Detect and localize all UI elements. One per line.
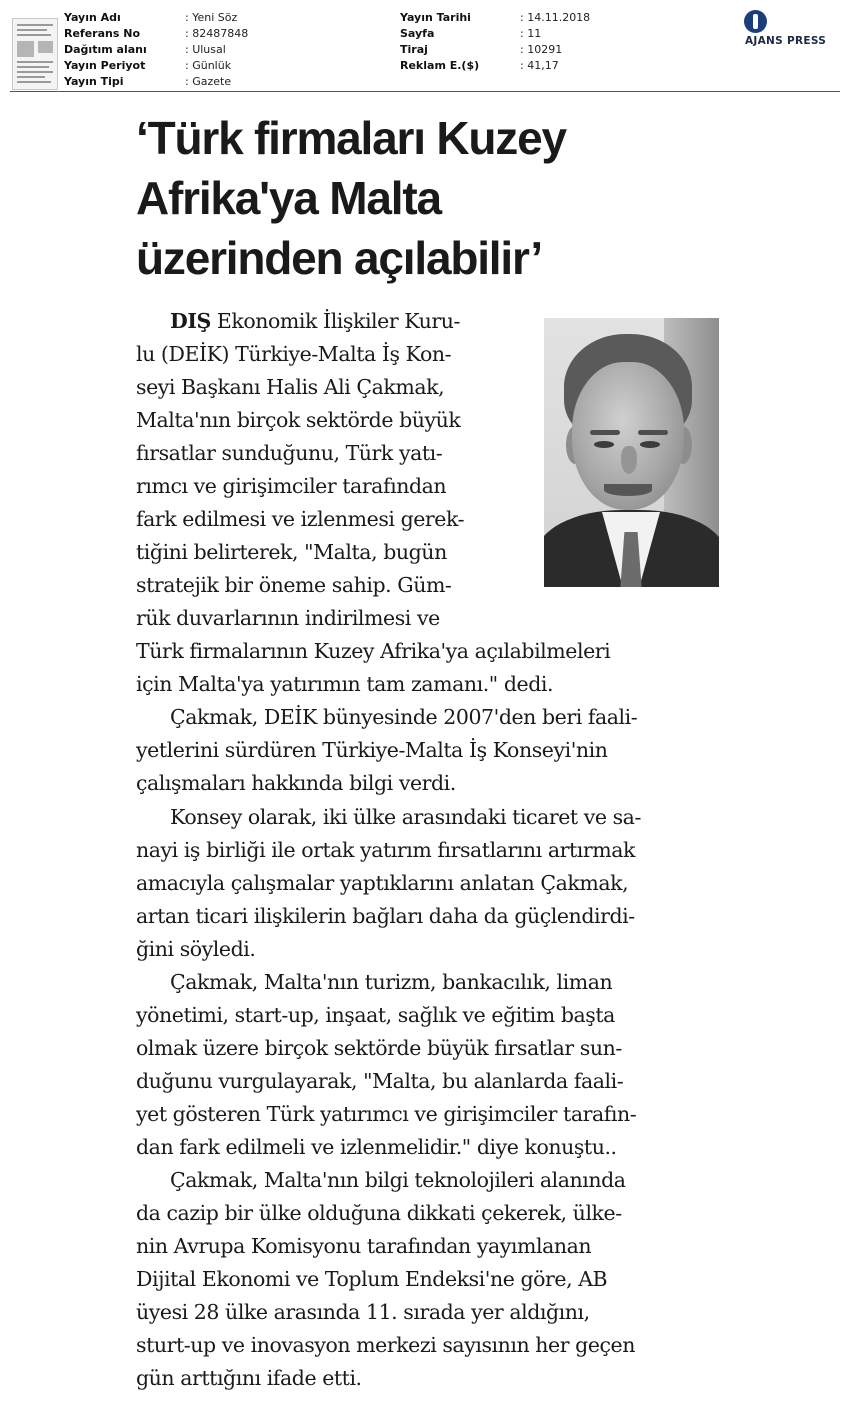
- article-line: ğini söyledi.: [136, 937, 256, 961]
- article-line: Çakmak, DEİK bünyesinde 2007'den beri faali-: [170, 705, 638, 729]
- meta-label: Yayın Tarihi: [400, 11, 471, 24]
- logo-text: AJANS PRESS: [745, 35, 827, 47]
- article-line: rımcı ve girişimciler tarafından: [136, 474, 447, 498]
- article-line: fırsatlar sunduğunu, Türk yatı-: [136, 441, 443, 465]
- article-line: artan ticari ilişkilerin bağları daha da güçlendirdi-: [136, 904, 635, 928]
- headline-line: Afrika'ya Malta: [136, 172, 441, 224]
- headline-line: üzerinden açılabilir’: [136, 232, 542, 284]
- article-line: duğunu vurgulayarak, "Malta, bu alanlarda faali-: [136, 1069, 624, 1093]
- article-line: stratejik bir öneme sahip. Güm-: [136, 573, 452, 597]
- meta-label: Dağıtım alanı: [64, 43, 147, 56]
- article-line: Çakmak, Malta'nın turizm, bankacılık, liman: [170, 970, 613, 994]
- article-line: için Malta'ya yatırımın tam zamanı." dedi.: [136, 672, 554, 696]
- meta-value: : 11: [520, 27, 542, 40]
- article-line: DIŞ Ekonomik İlişkiler Kuru-: [170, 309, 461, 333]
- meta-label: Yayın Tipi: [64, 75, 124, 88]
- article-line: sturt-up ve inovasyon merkezi sayısının her geçen: [136, 1333, 635, 1357]
- article-line: lu (DEİK) Türkiye-Malta İş Kon-: [136, 342, 452, 366]
- meta-value: : Gazete: [185, 75, 232, 88]
- meta-value: : 41,17: [520, 59, 559, 72]
- article-line: yet gösteren Türk yatırımcı ve girişimciler tarafın-: [136, 1102, 637, 1126]
- article-line: Türk firmalarının Kuzey Afrika'ya açılabilmeleri: [136, 639, 611, 663]
- meta-value: : 14.11.2018: [520, 11, 591, 24]
- meta-value: : 10291: [520, 43, 563, 56]
- article-line: nayi iş birliği ile ortak yatırım fırsatlarını artırmak: [136, 838, 635, 862]
- meta-value: : Ulusal: [185, 43, 226, 56]
- article-line: rük duvarlarının indirilmesi ve: [136, 606, 440, 630]
- article-line: Çakmak, Malta'nın bilgi teknolojileri alanında: [170, 1168, 626, 1192]
- article-line: üyesi 28 ülke arasında 11. sırada yer aldığını,: [136, 1300, 590, 1324]
- meta-label: Referans No: [64, 27, 140, 40]
- article-line: tiğini belirterek, "Malta, bugün: [136, 540, 447, 564]
- article-line: Dijital Ekonomi ve Toplum Endeksi'ne göre, AB: [136, 1267, 608, 1291]
- meta-label: Sayfa: [400, 27, 435, 40]
- article-line: olmak üzere birçok sektörde büyük fırsatlar sun-: [136, 1036, 622, 1060]
- meta-value: : 82487848: [185, 27, 249, 40]
- article-line: yetlerini sürdüren Türkiye-Malta İş Konseyi'nin: [136, 738, 608, 762]
- header-divider: [10, 91, 840, 92]
- article-line: amacıyla çalışmalar yaptıklarını anlatan Çakmak,: [136, 871, 629, 895]
- article-line: gün arttığını ifade etti.: [136, 1366, 362, 1390]
- meta-value: : Günlük: [185, 59, 232, 72]
- headline-line: ‘Türk firmaları Kuzey: [136, 112, 566, 164]
- article-headline: [136, 108, 836, 288]
- portrait-photo: [544, 318, 719, 587]
- article-line: fark edilmesi ve izlenmesi gerek-: [136, 507, 465, 531]
- newspaper-page-thumbnail: [12, 18, 58, 90]
- lead-word: DIŞ: [170, 309, 211, 333]
- article-line: seyi Başkanı Halis Ali Çakmak,: [136, 375, 445, 399]
- meta-label: Reklam E.($): [400, 59, 480, 72]
- article-line: Malta'nın birçok sektörde büyük: [136, 408, 461, 432]
- article-line: da cazip bir ülke olduğuna dikkati çekerek, ülke-: [136, 1201, 622, 1225]
- article-line: Konsey olarak, iki ülke arasındaki ticaret ve sa-: [170, 805, 641, 829]
- ajans-press-logo-icon: [744, 10, 767, 33]
- meta-value: : Yeni Söz: [185, 11, 238, 24]
- meta-label: Yayın Adı: [64, 11, 121, 24]
- meta-label: Tiraj: [400, 43, 428, 56]
- article-line: dan fark edilmeli ve izlenmelidir." diye konuştu..: [136, 1135, 617, 1159]
- meta-label: Yayın Periyot: [64, 59, 146, 72]
- article-line: çalışmaları hakkında bilgi verdi.: [136, 771, 456, 795]
- ajans-press-logo: [744, 9, 844, 49]
- article-line: nin Avrupa Komisyonu tarafından yayımlanan: [136, 1234, 592, 1258]
- article-line: yönetimi, start-up, inşaat, sağlık ve eğitim başta: [136, 1003, 615, 1027]
